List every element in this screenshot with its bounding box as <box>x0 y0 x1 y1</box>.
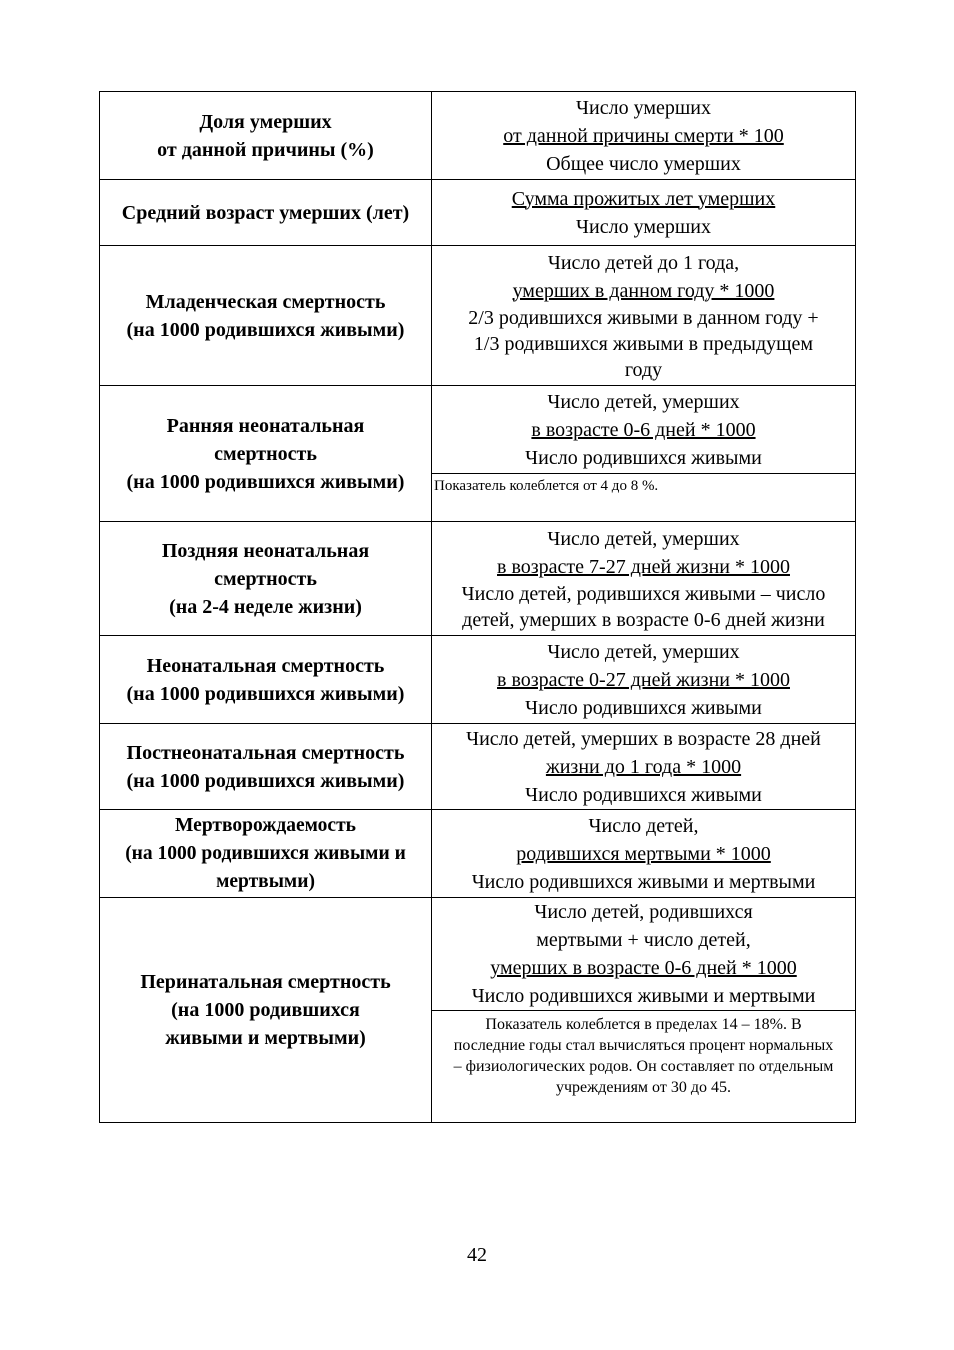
indicator-formula <box>432 898 856 1011</box>
table-row <box>100 724 856 810</box>
indicator-name: Доля умерших от данной причины (%) <box>100 92 432 180</box>
indicator-name: Младенческая смертность (на 1000 родившихся живыми) <box>100 246 432 386</box>
indicator-formula <box>432 92 856 180</box>
formula-denominator: Число родившихся живыми и мертвыми <box>471 870 816 893</box>
mortality-indicators-table <box>99 91 856 1123</box>
table-row <box>100 92 856 180</box>
formula-denominator: 1/3 родившихся живыми в предыдущем <box>473 332 814 355</box>
indicator-formula <box>432 386 856 474</box>
formula-denominator: Число детей, родившихся живыми – число <box>461 582 826 605</box>
formula-denominator: Число родившихся живыми <box>525 446 762 469</box>
formula-underlined: Сумма прожитых лет умерших <box>511 187 776 210</box>
indicator-formula <box>432 810 856 898</box>
formula-numerator: Число детей, родившихся <box>534 901 753 923</box>
indicator-name: Перинатальная смертность (на 1000 родившихся живыми и мертвыми) <box>100 898 432 1123</box>
formula-underlined: в возрасте 0-27 дней жизни * 1000 <box>497 668 790 691</box>
table-row <box>100 522 856 636</box>
indicator-formula <box>432 636 856 724</box>
formula-denominator: Общее число умерших <box>546 152 741 175</box>
indicator-formula <box>432 246 856 386</box>
indicator-formula <box>432 522 856 636</box>
formula-numerator: Число детей до 1 года, <box>547 251 740 274</box>
indicator-name: Неонатальная смертность (на 1000 родившихся живыми) <box>100 636 432 724</box>
formula-denominator: Число родившихся живыми <box>525 783 762 806</box>
indicator-name: Поздняя неонатальная смертность (на 2-4 неделе жизни) <box>100 522 432 636</box>
formula-underlined: от данной причины смерти * 100 <box>503 124 784 147</box>
formula-denominator: 2/3 родившихся живыми в данном году + <box>468 306 819 329</box>
indicator-note: Показатель колеблется от 4 до 8 %. <box>432 474 856 522</box>
table-row <box>100 180 856 246</box>
formula-denominator: детей, умерших в возрасте 0-6 дней жизни <box>462 608 825 631</box>
formula-numerator: Число детей, умерших в возрасте 28 дней <box>466 727 821 750</box>
formula-denominator: Число умерших <box>576 215 711 238</box>
indicator-name: Мертворождаемость (на 1000 родившихся живыми и мертвыми) <box>100 810 432 898</box>
formula-numerator: Число детей, умерших <box>547 640 740 663</box>
indicator-name: Средний возраст умерших (лет) <box>100 180 432 246</box>
page-number: 42 <box>467 1244 487 1266</box>
formula-underlined: в возрасте 7-27 дней жизни * 1000 <box>497 555 790 578</box>
table-row <box>100 636 856 724</box>
formula-underlined: умерших в данном году * 1000 <box>512 279 775 302</box>
table-row <box>100 810 856 898</box>
formula-numerator: Число детей, умерших <box>547 527 740 550</box>
indicator-formula <box>432 724 856 810</box>
formula-numerator: Число детей, <box>588 814 699 837</box>
formula-numerator: Число умерших <box>576 96 711 119</box>
formula-denominator: Число родившихся живыми <box>525 696 762 719</box>
formula-underlined: родившихся мертвыми * 1000 <box>516 842 771 865</box>
indicator-name: Ранняя неонатальная смертность (на 1000 родившихся живыми) <box>100 386 432 522</box>
table-row <box>100 898 856 1011</box>
indicator-note: Показатель колеблется в пределах 14 – 18%. В последние годы стал вычисляться процент нормальных – физиологических родов. Он составляет по отдельным учреждениям от 30 до 45. <box>432 1011 856 1123</box>
formula-underlined: в возрасте 0-6 дней * 1000 <box>531 418 756 441</box>
indicator-formula <box>432 180 856 246</box>
formula-denominator: году <box>624 358 663 381</box>
table-row <box>100 246 856 386</box>
indicator-name: Постнеонатальная смертность (на 1000 родившихся живыми) <box>100 724 432 810</box>
formula-underlined: жизни до 1 года * 1000 <box>545 755 742 778</box>
formula-numerator: мертвыми + число детей, <box>536 929 751 951</box>
table-row <box>100 386 856 474</box>
formula-underlined: умерших в возрасте 0-6 дней * 1000 <box>490 957 797 979</box>
formula-denominator: Число родившихся живыми и мертвыми <box>471 985 816 1007</box>
formula-numerator: Число детей, умерших <box>547 390 740 413</box>
